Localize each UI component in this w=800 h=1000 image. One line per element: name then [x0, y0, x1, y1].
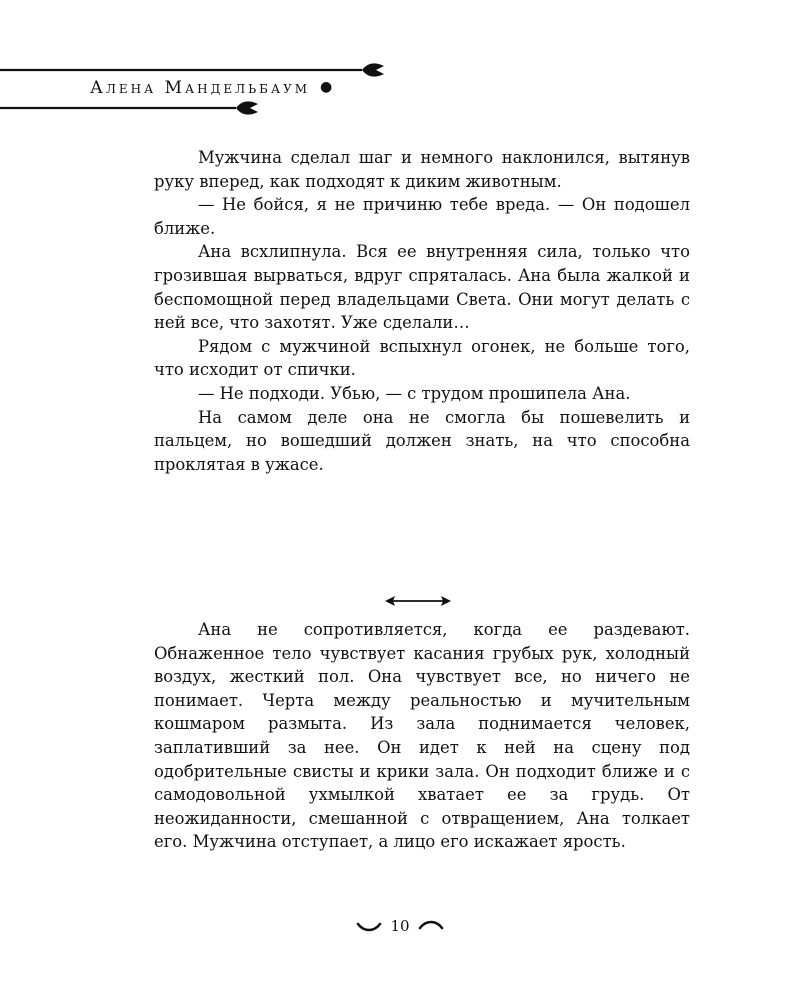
paragraph: Ана не сопротивляется, когда ее раздевают. Обнаженное тело чувствует касания грубых рук, холодный воздух, жесткий пол. Она чувствует все, но ничего не понимает. Черта между реальностью и мучительным кошмаром размыта. Из зала поднимается человек, заплативший за нее. Он идет к ней на сцену под одобрительные свисты и крики зала. Он подходит ближе и с самодовольной ухмылкой хватает ее за грудь. От неожиданности, смешанной с отвращением, Ана толкает его. Мужчина отступает, а лицо его искажает ярость. [154, 620, 690, 852]
author-name: Алена Мандельбаум [90, 78, 311, 98]
section-divider-icon [383, 592, 453, 610]
paragraph: — Не подходи. Убью, — с трудом прошипела Ана. [198, 383, 631, 403]
running-header [90, 78, 335, 98]
paragraph: Рядом с мужчиной вспыхнул огонек, не больше того, что исходит от спички. [154, 336, 690, 380]
page-footer [0, 916, 800, 935]
swash-right-icon [418, 920, 444, 932]
text-section-2 [154, 618, 690, 854]
text-section-1 [154, 146, 690, 476]
paragraph: — Не бойся, я не причиню тебе вреда. — Он подошел ближе. [154, 195, 690, 238]
paragraph: Ана всхлипнула. Вся ее внутренняя сила, только что грозившая вырваться, вдруг спряталась. Ана была жалкой и беспомощной перед владельцами Света. Они могут делать с ней все, что захотят. Уже сделали… [154, 242, 690, 333]
bullet-icon: ● [320, 79, 336, 95]
paragraph: На самом деле она не смогла бы пошевелить и пальцем, но вошедший должен знать, на что способна проклятая в ужасе. [154, 407, 690, 474]
paragraph: Мужчина сделал шаг и немного наклонился, вытянув руку вперед, как подходят к диким животным. [154, 148, 690, 191]
swash-left-icon [356, 920, 382, 932]
page-number: 10 [390, 917, 410, 935]
header-rule-bottom [0, 96, 262, 120]
